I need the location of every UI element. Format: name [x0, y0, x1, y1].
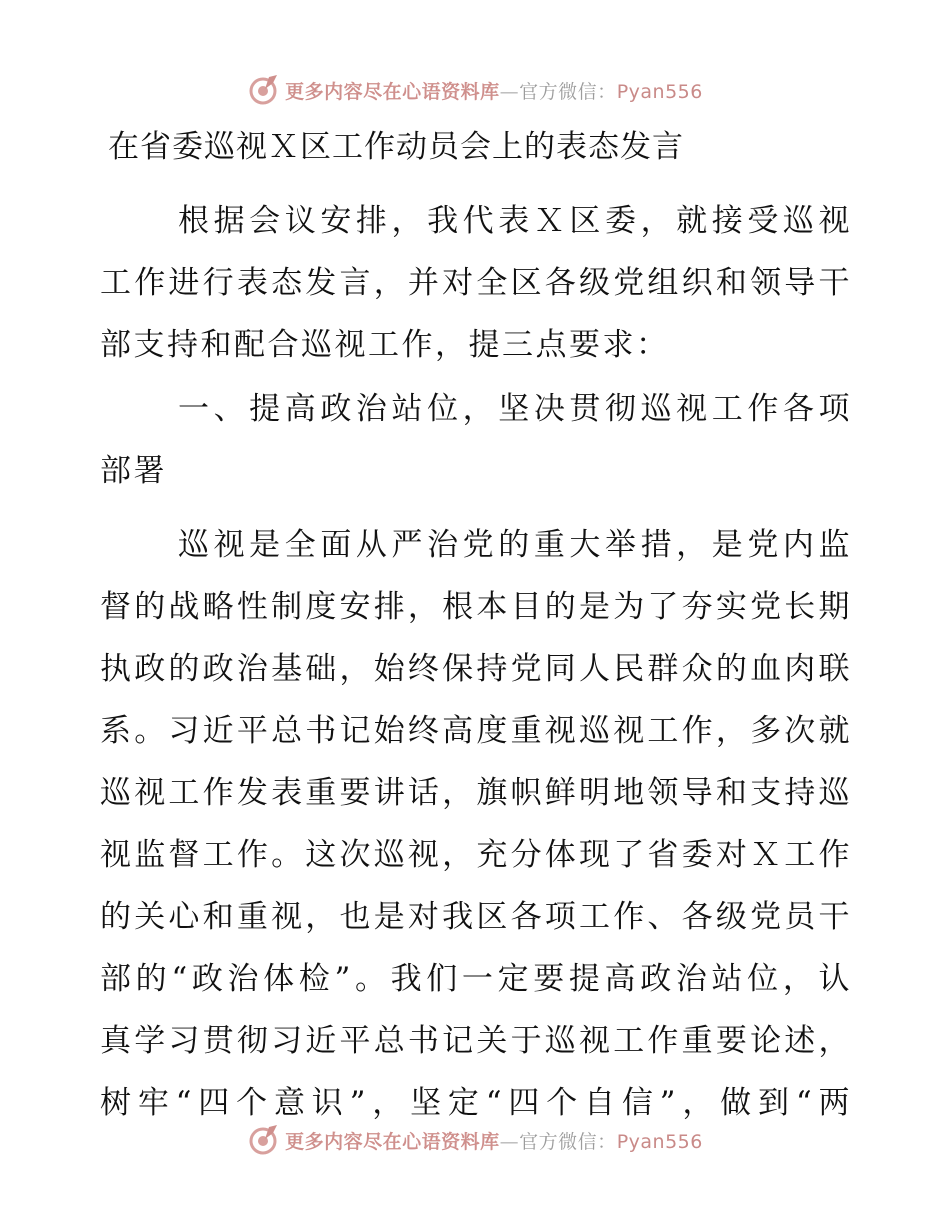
text-line: 督的战略性制度安排，根本目的是为了夯实党长期: [100, 589, 852, 625]
watermark-sub-text: 官方微信：: [519, 80, 617, 103]
text-line: 视监督工作。这次巡视，充分体现了省委对Ｘ工作: [100, 837, 852, 873]
watermark-header: [0, 70, 950, 110]
text-line: 真学习贯彻习近平总书记关于巡视工作重要论述，: [100, 1023, 852, 1059]
watermark-footer: [0, 1120, 950, 1160]
text-line: 执政的政治基础，始终保持党同人民群众的血肉联: [100, 651, 852, 687]
intro-paragraph: [100, 190, 852, 376]
text-line: 树牢“四个意识”，坚定“四个自信”，做到“两: [100, 1085, 852, 1121]
text-line: 部支持和配合巡视工作，提三点要求：: [100, 327, 670, 363]
text-line: 部署: [100, 453, 167, 489]
text-line: 巡视是全面从严治党的重大举措，是党内监: [178, 527, 852, 563]
section-heading-1: [100, 378, 852, 502]
body-paragraph-1: [100, 514, 852, 1134]
text-line: 部的“政治体检”。我们一定要提高政治站位，认: [100, 961, 852, 997]
text-line: 的关心和重视，也是对我区各项工作、各级党员干: [100, 899, 852, 935]
text-line: 一、提高政治站位，坚决贯彻巡视工作各项: [178, 391, 852, 427]
watermark-main-text: 更多内容尽在心语资料库: [285, 1130, 500, 1153]
watermark-id-text: Pyan556: [616, 80, 703, 103]
brush-logo-icon: [247, 73, 281, 107]
text-line: 工作进行表态发言，并对全区各级党组织和领导干: [100, 265, 852, 301]
watermark-sub-text: 官方微信：: [519, 1130, 617, 1153]
text-line: 根据会议安排，我代表Ｘ区委，就接受巡视: [178, 203, 852, 239]
brush-logo-icon: [247, 1123, 281, 1157]
watermark-separator: —: [499, 1130, 520, 1153]
watermark-main-text: 更多内容尽在心语资料库: [285, 80, 500, 103]
text-line: 系。习近平总书记始终高度重视巡视工作，多次就: [100, 713, 852, 749]
text-line: 巡视工作发表重要讲话，旗帜鲜明地领导和支持巡: [100, 775, 852, 811]
watermark-id-text: Pyan556: [616, 1130, 703, 1153]
document-title: 在省委巡视Ｘ区工作动员会上的表态发言: [108, 129, 684, 165]
watermark-separator: —: [499, 80, 520, 103]
